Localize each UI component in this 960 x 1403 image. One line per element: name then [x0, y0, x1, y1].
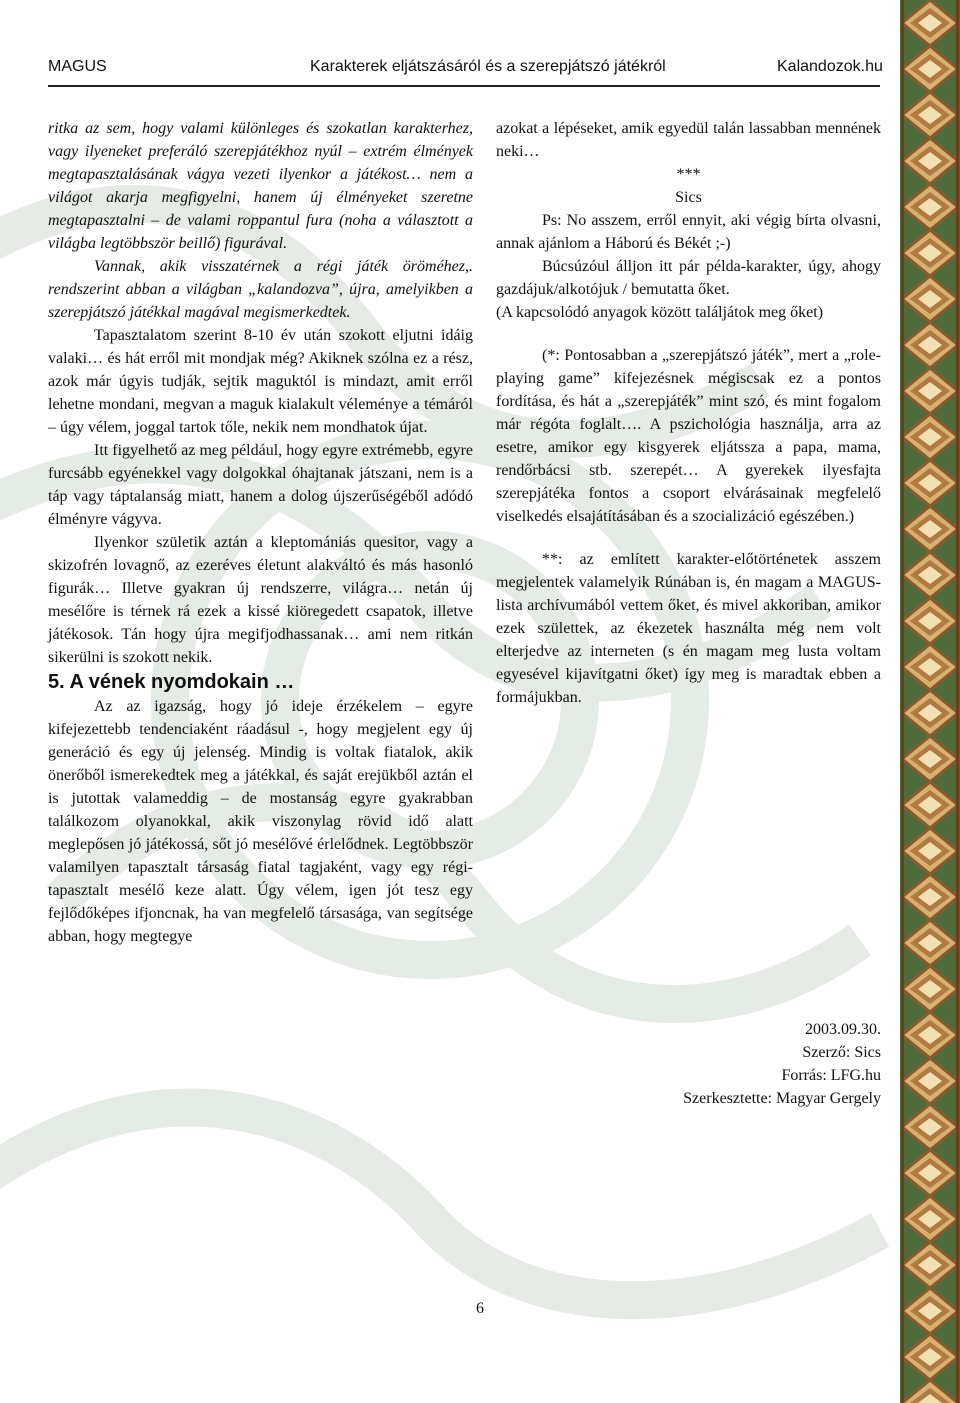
postscript: Ps: No asszem, erről ennyit, aki végig bírta olvasni, annak ajánlom a Háború és Békét ;-)	[496, 212, 881, 252]
body-paragraph: Tapasztalatom szerint 8-10 év után szokott eljutni idáig valaki… és hát erről mit mondjak még? Akiknek szólna ez a rész, azok már úgyis tudják, sejtik maguktól is mindazt, amit erről lehetne mondani, megvan a maguk kialakult véleménye a témáról – úgy vélem, joggal tartok tőle, nekik nem mondhatok újat.	[48, 327, 473, 436]
body-paragraph: Az az igazság, hogy jó ideje érzékelem – egyre kifejezettebb tendenciaként ráadásul -, hogy megjelent egy új generáció és egy új jelenség. Mindig is voltak fiatalok, akik önerőből ismerekedtek meg a játékkal, és saját erejükből aztán el is jutottak valameddig – de mostanság egyre gyakrabban találkozom olyanokkal, akik viszonylag rövid idő alatt meglepősen jó játékossá, sőt jó mesélővé érlelődnek. Legtöbbször valamilyen tapasztalt társaság fiatal tagjaként, vagy egy régi-tapasztalt mesélő keze alatt. Úgy vélem, igen jót tesz egy fejlődőképes ifjoncnak, ha van megfelelő társasága, van segítsége abban, hogy megtegye	[48, 698, 473, 945]
right-column	[496, 117, 881, 709]
body-paragraph: (A kapcsolódó anyagok között találjátok meg őket)	[496, 304, 824, 321]
header-rule	[48, 85, 880, 87]
section-heading: 5. A vének nyomdokain …	[48, 671, 295, 693]
left-column	[48, 117, 473, 948]
italic-paragraph: ritka az sem, hogy valami különleges és szokatlan karakterhez, vagy ilyeneket preferáló szerepjátékhoz nyúl – extrém élmények megtapasztalásának vágya vezeti ilyenkor a játékost… nem a világot akarja megfigyelni, hanem új élményeket szeretne megtapasztalni – de valami roppantul fura (noha a választott a világba legtöbbször beillő) figurával.	[48, 120, 473, 252]
signature-source: Forrás: LFG.hu	[781, 1067, 881, 1084]
section-separator: ***	[676, 166, 701, 183]
body-paragraph: Ilyenkor születik aztán a kleptomániás quesitor, vagy a skizofrén lovagnő, az ezeréves életunt alakváltó és más hasonló figurák… Illetve gyakran új rendszerre, világra… netán új mesélőre is térnek rá ezek a kissé kiöregedett csapatok, illetve játékosok. Tán hogy újra megifjodhassanak… ami nem ritkán sikerülni is szokott nekik.	[48, 534, 473, 666]
decorative-border-strip	[900, 0, 960, 1403]
footnote: **: az említett karakter-előtörténetek asszem megjelentek valamelyik Rúnában is, én magam a MAGUS-lista archívumából vettem őket, és mivel akkoriban, amikor ezek születtek, az ékezetek használta még nem volt elterjedve az interneten (s én magam meg lusta voltam egyesével kijavítgatni őket) így meg is maradtak ebben a formájukban.	[496, 551, 881, 706]
body-paragraph: Búcsúzóul álljon itt pár példa-karakter, úgy, ahogy gazdájuk/alkotójuk / bemutatta őket.	[496, 258, 881, 298]
signature-date: 2003.09.30.	[805, 1021, 881, 1038]
header-magazine-name: MAGUS	[48, 58, 107, 75]
header-article-title: Karakterek eljátszásáról és a szerepjátszó játékról	[310, 58, 666, 75]
italic-paragraph: Vannak, akik visszatérnek a régi játék öröméhez,. rendszerint abban a világban „kalandozva”, újra, amelyikben a szerepjátszó játékkal magával megismerkedtek.	[48, 258, 473, 321]
signature-editor: Szerkesztette: Magyar Gergely	[683, 1090, 881, 1107]
page-header	[0, 0, 900, 100]
signature-block	[600, 1018, 881, 1110]
signature-author: Szerző: Sics	[802, 1044, 881, 1061]
header-site-name: Kalandozok.hu	[777, 58, 883, 75]
footnote: (*: Pontosabban a „szerepjátszó játék”, mert a „role-playing game” kifejezésnek mégiscsak ez a pontos fordítása, és hát a „szerepjáték” mint szó, és mint fogalom már régóta foglalt…. A pszichológia használja, arra az esetre, amikor egy kisgyerek eljátssza a papa, mama, rendőrbácsi stb. szerepét… A gyerekek ilyesfajta szerepjátéka fontos a csoport elvárásainak megfelelő viselkedés elsajátításában és a szocializáció egészében.)	[496, 347, 881, 525]
body-paragraph: Itt figyelhető az meg például, hogy egyre extrémebb, egyre furcsább egyénekkel vagy dolgokkal óhajtanak játszani, nem is a táp vagy táptalanság miatt, hanem a dolog újszerűségéből adódó élményre vágyva.	[48, 442, 473, 528]
page-number: 6	[476, 1300, 484, 1317]
author-name: Sics	[675, 189, 702, 206]
body-paragraph: azokat a lépéseket, amik egyedül talán lassabban mennének neki…	[496, 120, 881, 160]
